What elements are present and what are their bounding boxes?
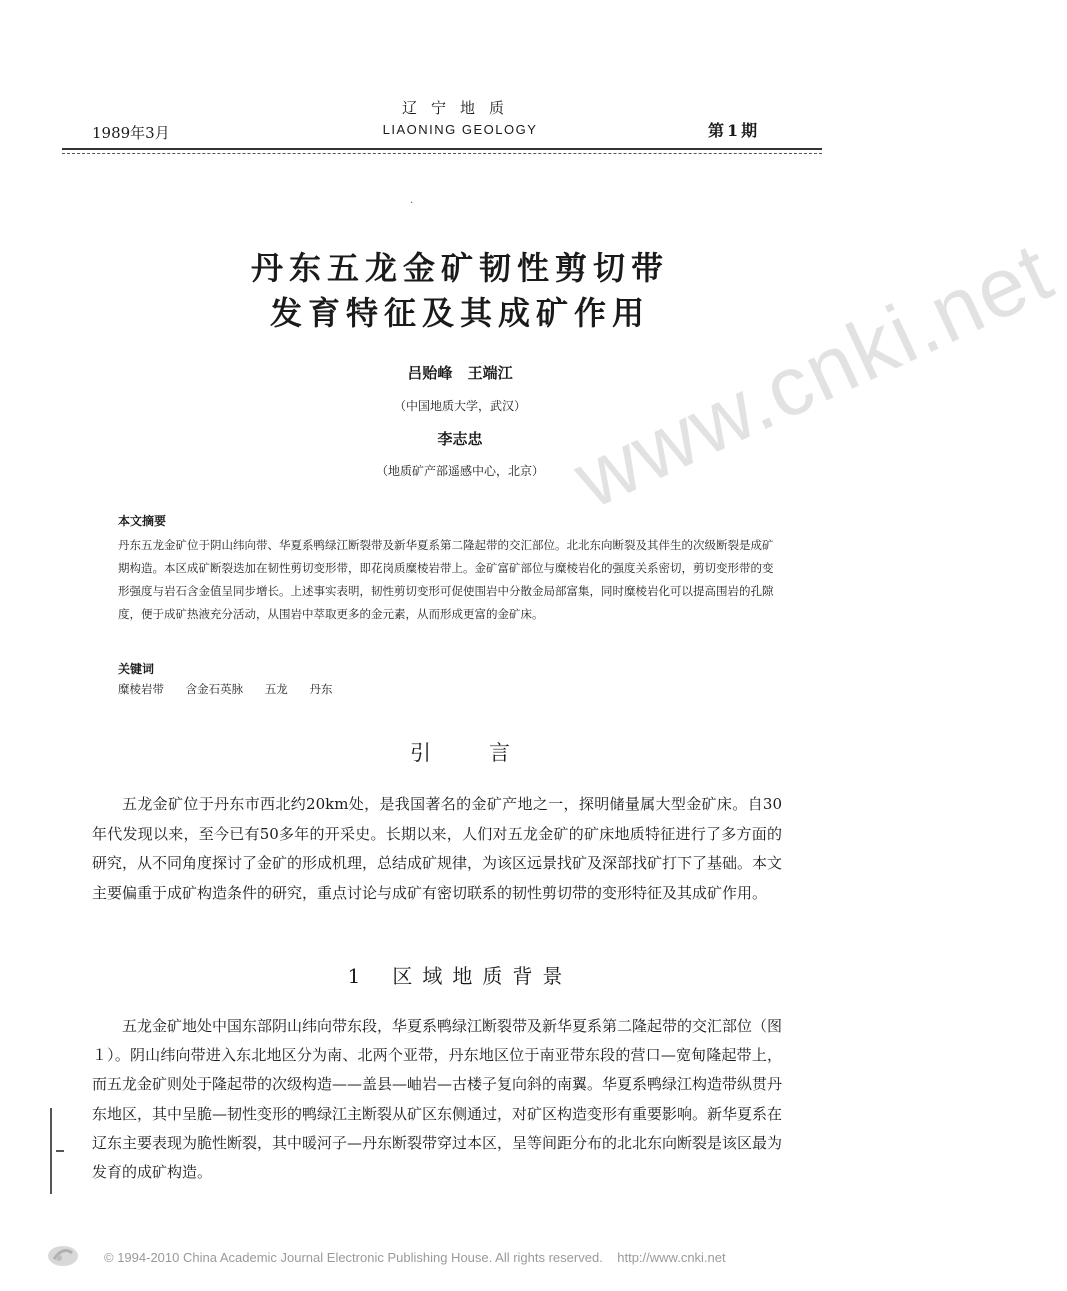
keyword: 含金石英脉 <box>185 682 244 696</box>
cnki-logo-icon <box>46 1244 80 1268</box>
section-1-heading <box>0 960 920 989</box>
authors-group1: 吕贻峰 王端江 <box>407 364 513 382</box>
keyword: 丹东 <box>309 682 333 696</box>
header-rule-dashed <box>62 153 822 154</box>
keywords-list <box>118 681 350 697</box>
watermark: www.cnki.net <box>560 223 1067 527</box>
scan-speck: · <box>410 198 414 209</box>
keywords-label: 关键词 <box>118 662 155 676</box>
journal-title-cn: 辽宁地质 <box>401 99 518 117</box>
section-title: 区域地质背景 <box>392 964 573 988</box>
paper-title-line1: 丹东五龙金矿韧性剪切带 <box>250 249 669 287</box>
intro-paragraph: 五龙金矿位于丹东市西北约20km处，是我国著名的金矿产地之一，探明储量属大型金矿床。自30年代发现以来，至今已有50多年的开采史。长期以来，人们对五龙金矿的矿床地质特征进行了多方面的研究，从不同角度探讨了金矿的形成机理，总结成矿规律，为该区远景找矿及深部找矿打下了基础。本文主要偏重于成矿构造条件的研究，重点讨论与成矿有密切联系的韧性剪切带的变形特征及其成矿作用。 <box>92 795 783 902</box>
issue-date: 1989年3月 <box>92 124 170 142</box>
keyword: 五龙 <box>264 682 288 696</box>
journal-title-en: LIAONING GEOLOGY <box>382 122 538 137</box>
copyright-footer: © 1994-2010 China Academic Journal Electronic Publishing House. All rights reserved. http://www.cnki.net <box>104 1250 726 1265</box>
affiliation-2: （地质矿产部遥感中心，北京） <box>375 464 544 478</box>
section-1-paragraph: 五龙金矿地处中国东部阴山纬向带东段，华夏系鸭绿江断裂带及新华夏系第二隆起带的交汇部位（图１）。阴山纬向带进入东北地区分为南、北两个亚带，丹东地区位于南亚带东段的营口—宽甸隆起带上，而五龙金矿则处于隆起带的次级构造——盖县—岫岩—古楼子复向斜的南翼。华夏系鸭绿江构造带纵贯丹东地区，其中呈脆—韧性变形的鸭绿江主断裂从矿区东侧通过，对矿区构造变形有重要影响。新华夏系在辽东主要表现为脆性断裂，其中暖河子—丹东断裂带穿过本区，呈等间距分布的北北东向断裂是该区最为发育的成矿构造。 <box>92 1017 783 1182</box>
keyword: 糜棱岩带 <box>118 682 164 696</box>
intro-heading: 引言 <box>410 741 568 765</box>
authors-group2: 李志忠 <box>437 430 483 448</box>
affiliation-1: （中国地质大学，武汉） <box>393 399 526 413</box>
margin-mark <box>50 1108 52 1194</box>
header-rule <box>62 148 822 150</box>
issue-number: 第1期 <box>708 121 761 140</box>
abstract-label: 本文摘要 <box>118 514 167 528</box>
paper-title-line2: 发育特征及其成矿作用 <box>269 294 650 332</box>
abstract-text: 丹东五龙金矿位于阴山纬向带、华夏系鸭绿江断裂带及新华夏系第二隆起带的交汇部位。北北东向断裂及其伴生的次级断裂是成矿期构造。本区成矿断裂迭加在韧性剪切变形带，即花岗质糜棱岩带上。金矿富矿部位与糜棱岩化的强度关系密切，剪切变形带的变形强度与岩石含金值呈同步增长。上述事实表明，韧性剪切变形可促使围岩中分散金局部富集，同时糜棱岩化可以提高围岩的孔隙度，便于成矿热液充分活动，从围岩中萃取更多的金元素，从而形成更富的金矿床。 <box>118 538 774 621</box>
margin-mark <box>56 1150 64 1152</box>
section-number: 1 <box>347 964 371 988</box>
